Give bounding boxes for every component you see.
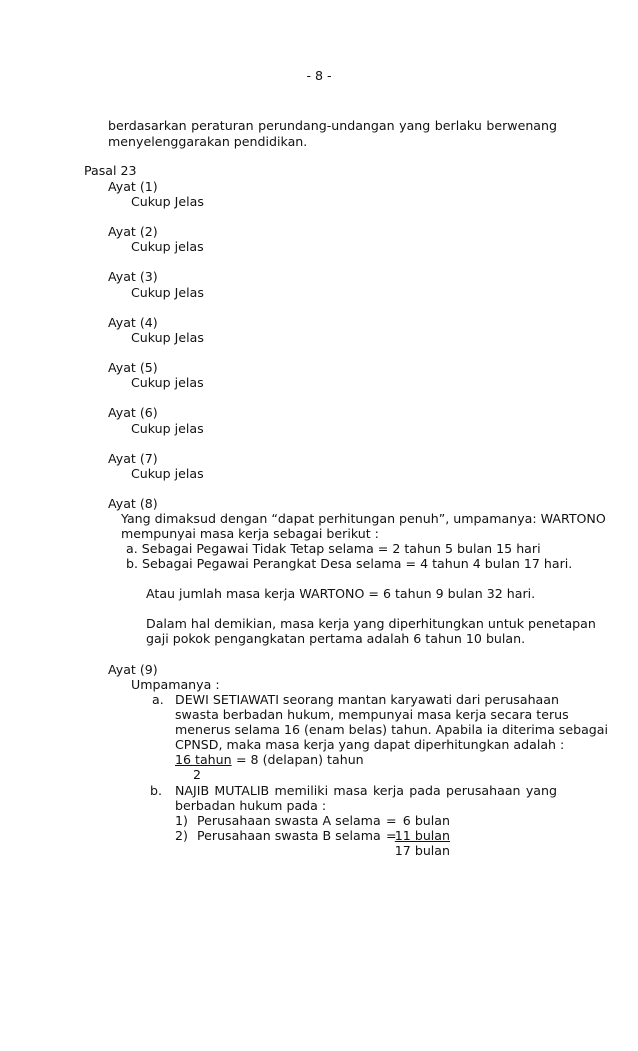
ayat-6-label: Ayat (6)	[108, 405, 158, 420]
ayat-9-b-line-2: berbadan hukum pada :	[175, 798, 327, 813]
ayat-8-total: Atau jumlah masa kerja WARTONO = 6 tahun 9 bulan 32 hari.	[146, 586, 536, 601]
ayat-5-label: Ayat (5)	[108, 360, 158, 375]
b-item-1-num: 1)	[175, 813, 188, 828]
ayat-5-text: Cukup jelas	[131, 375, 204, 390]
ayat-1-text: Cukup Jelas	[131, 194, 204, 209]
b-item-1-value: 6 bulan	[402, 813, 450, 828]
ayat-9-a-line-2: swasta berbadan hukum, mempunyai masa kerja secara terus	[175, 707, 569, 722]
ayat-9-label: Ayat (9)	[108, 662, 158, 677]
ayat-4-label: Ayat (4)	[108, 315, 158, 330]
intro-line-2: menyelenggarakan pendidikan.	[108, 134, 308, 149]
intro-line-1: berdasarkan peraturan perundang-undangan yang berlaku berwenang	[108, 118, 557, 133]
b-item-2-text: Perusahaan swasta B selama	[197, 828, 381, 843]
fraction-result: = 8 (delapan) tahun	[236, 752, 364, 767]
ayat-2-label: Ayat (2)	[108, 224, 158, 239]
ayat-7-label: Ayat (7)	[108, 451, 158, 466]
ayat-9-umpamanya: Umpamanya :	[131, 677, 220, 692]
fraction-denominator: 2	[193, 767, 202, 782]
ayat-8-conclusion-2: gaji pokok pengangkatan pertama adalah 6 tahun 10 bulan.	[146, 631, 526, 646]
page-number: - 8 -	[306, 68, 332, 83]
b-item-2-num: 2)	[175, 828, 188, 843]
b-item-2-eq: =	[386, 828, 397, 843]
ayat-9-b-marker: b.	[150, 783, 162, 798]
fraction-numerator: 16 tahun	[175, 752, 232, 767]
ayat-3-text: Cukup Jelas	[131, 285, 204, 300]
ayat-1-label: Ayat (1)	[108, 179, 158, 194]
ayat-7-text: Cukup jelas	[131, 466, 204, 481]
ayat-9-b-line-1: NAJIB MUTALIB memiliki masa kerja pada perusahaan yang	[175, 783, 557, 798]
ayat-9-a-line-3: menerus selama 16 (enam belas) tahun. Apabila ia diterima sebagai	[175, 722, 609, 737]
b-item-1-eq: =	[386, 813, 397, 828]
ayat-9-a-line-1: DEWI SETIAWATI seorang mantan karyawati dari perusahaan	[175, 692, 559, 707]
ayat-8-label: Ayat (8)	[108, 496, 158, 511]
ayat-3-label: Ayat (3)	[108, 269, 158, 284]
b-total: 17 bulan	[394, 843, 450, 858]
ayat-9-a-marker: a.	[152, 692, 164, 707]
b-item-1-text: Perusahaan swasta A selama	[197, 813, 381, 828]
ayat-6-text: Cukup jelas	[131, 421, 204, 436]
ayat-8-line-1: Yang dimaksud dengan “dapat perhitungan penuh”, umpamanya: WARTONO	[121, 511, 606, 526]
ayat-4-text: Cukup Jelas	[131, 330, 204, 345]
b-item-2-value: 11 bulan	[394, 828, 450, 843]
ayat-8-item-a: a. Sebagai Pegawai Tidak Tetap selama = 2 tahun 5 bulan 15 hari	[126, 541, 541, 556]
ayat-8-conclusion-1: Dalam hal demikian, masa kerja yang diperhitungkan untuk penetapan	[146, 616, 596, 631]
ayat-9-a-line-4: CPNSD, maka masa kerja yang dapat diperhitungkan adalah :	[175, 737, 565, 752]
pasal-heading: Pasal 23	[84, 163, 137, 178]
ayat-8-line-2: mempunyai masa kerja sebagai berikut :	[121, 526, 379, 541]
ayat-2-text: Cukup jelas	[131, 239, 204, 254]
ayat-8-item-b: b. Sebagai Pegawai Perangkat Desa selama = 4 tahun 4 bulan 17 hari.	[126, 556, 573, 571]
